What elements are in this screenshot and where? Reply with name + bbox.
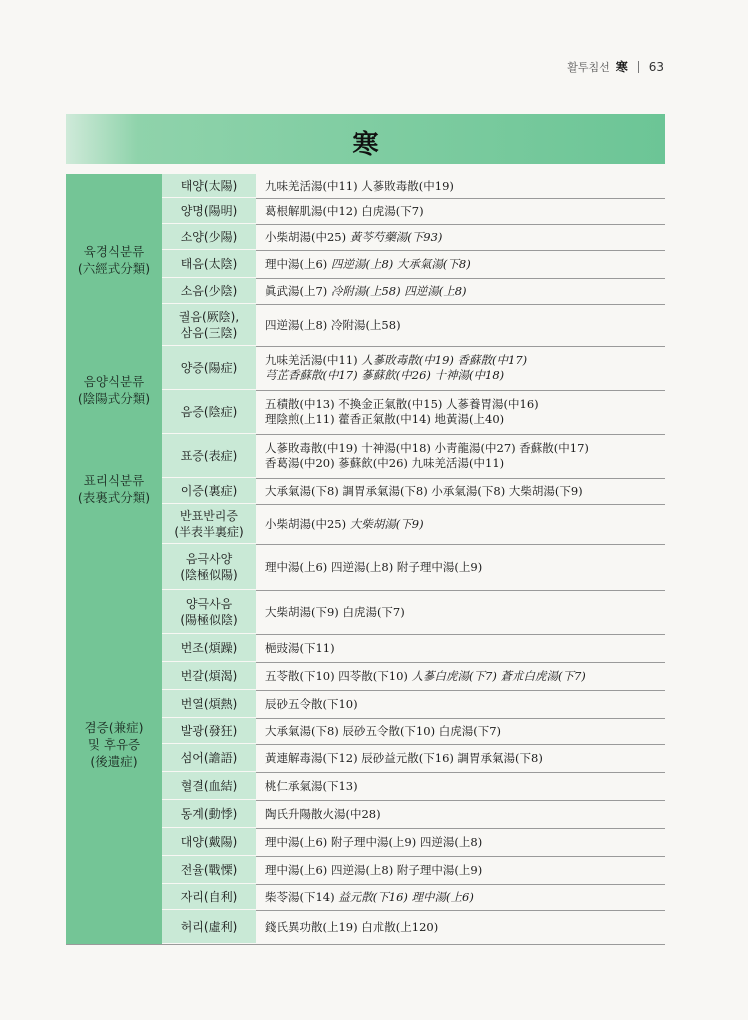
table-row — [162, 390, 665, 435]
prescription-text: 九味羌活湯(中11) — [265, 353, 362, 367]
prescription-text: 桃仁承氣湯(下13) — [265, 778, 358, 793]
prescription-text: 芎芷香蘇散(中17) 蔘蘇飮(中26) 十神湯(中18) — [265, 368, 505, 382]
prescription-list — [256, 690, 665, 718]
prescription-line — [265, 779, 665, 794]
prescription-list — [256, 718, 665, 744]
condition-label — [162, 224, 256, 250]
table-row — [162, 590, 665, 635]
condition-label-text: 양극사음 (陽極似陰) — [180, 596, 238, 627]
prescription-text: 葛根解肌湯(中12) 白虎湯(下7) — [265, 203, 424, 218]
condition-label — [162, 772, 256, 800]
condition-label — [162, 198, 256, 224]
condition-label-text: 번갈(煩渴) — [180, 668, 238, 683]
prescription-text: 理中湯(上6) 附子理中湯(上9) 四逆湯(上8) — [265, 834, 483, 849]
prescription-line — [265, 284, 665, 299]
prescription-line — [265, 441, 665, 456]
prescription-list — [256, 224, 665, 250]
header-divider — [638, 61, 639, 73]
prescription-text: 大承氣湯(下8) 辰砂五令散(下10) 白虎湯(下7) — [265, 723, 501, 738]
table-row — [162, 910, 665, 944]
condition-label — [162, 304, 256, 346]
prescription-text: 辰砂五令散(下10) — [265, 696, 358, 711]
condition-label — [162, 634, 256, 662]
prescription-line — [265, 751, 665, 766]
prescription-text: 柴苓湯(下14) — [265, 889, 339, 904]
prescription-list — [256, 174, 665, 198]
prescription-line — [265, 641, 665, 656]
prescription-text: 大柴胡湯(下9) 白虎湯(下7) — [265, 604, 405, 619]
group-label — [66, 544, 162, 944]
prescription-list — [256, 590, 665, 634]
prescription-text: 陶氏升陽散火湯(中28) — [265, 806, 381, 821]
condition-label-text: 태음(太陰) — [180, 256, 238, 271]
table-row — [162, 504, 665, 545]
prescription-text: 香葛湯(中20) 蔘蘇飮(中26) 九味羌活湯(中11) — [265, 456, 505, 470]
prescription-line — [265, 605, 665, 620]
prescription-text: 益元散(下16) 理中湯(上6) — [338, 889, 474, 904]
condition-label-text: 동계(動悸) — [180, 806, 238, 821]
prescription-list — [256, 772, 665, 800]
prescription-line — [265, 318, 665, 333]
condition-label — [162, 744, 256, 772]
prescription-text: 五苓散(下10) 四苓散(下10) — [265, 668, 412, 683]
section-label: 활투침선 — [567, 60, 610, 74]
prescription-line — [265, 807, 665, 822]
prescription-text: 人蔘白虎湯(下7) 蒼朮白虎湯(下7) — [411, 668, 586, 683]
table-row — [162, 690, 665, 719]
table-row — [162, 224, 665, 251]
prescription-line — [265, 353, 665, 368]
table-row — [162, 744, 665, 773]
condition-label — [162, 800, 256, 828]
table-row — [162, 478, 665, 505]
group-label — [66, 434, 162, 545]
table-row — [162, 662, 665, 691]
condition-label-text: 발광(發狂) — [180, 723, 238, 738]
condition-label — [162, 718, 256, 744]
condition-label — [162, 544, 256, 590]
condition-label-text: 궐음(厥陰), 삼음(三陰) — [178, 309, 240, 340]
prescription-line — [265, 835, 665, 850]
condition-label-text: 번조(煩躁) — [180, 640, 238, 655]
table-row — [162, 718, 665, 745]
condition-label-text: 번열(煩熱) — [180, 696, 238, 711]
condition-label — [162, 390, 256, 434]
prescription-line — [265, 179, 665, 194]
prescription-line — [265, 863, 665, 878]
condition-label-text: 허리(虛利) — [180, 919, 238, 934]
condition-label-text: 양명(陽明) — [180, 203, 238, 218]
condition-label-text: 소양(少陽) — [180, 229, 238, 244]
prescription-text: 理陰煎(上11) 藿香正氣散(中14) 地黃湯(上40) — [265, 412, 505, 426]
prescription-list — [256, 504, 665, 544]
prescription-text: 小柴胡湯(中25) — [265, 229, 350, 244]
table-row — [162, 346, 665, 391]
prescription-line — [265, 204, 665, 219]
condition-label — [162, 278, 256, 304]
page-title: 寒 — [352, 130, 379, 160]
condition-label — [162, 856, 256, 884]
prescription-text: 黃連解毒湯(下12) 辰砂益元散(下16) 調胃承氣湯(下8) — [265, 750, 543, 765]
condition-label — [162, 478, 256, 504]
prescription-line — [265, 368, 665, 383]
prescription-list — [256, 662, 665, 690]
prescription-text: 大承氣湯(下8) 調胃承氣湯(下8) 小承氣湯(下8) 大柴胡湯(下9) — [265, 483, 583, 498]
group-label — [66, 174, 162, 347]
group-label-text: 음양식분류 (陰陽式分類) — [77, 374, 151, 406]
condition-label — [162, 250, 256, 278]
prescription-text: 九味羌活湯(中11) 人蔘敗毒散(中19) — [265, 178, 454, 193]
prescription-list — [256, 910, 665, 944]
condition-label — [162, 884, 256, 910]
condition-label — [162, 434, 256, 478]
condition-label — [162, 174, 256, 198]
condition-label — [162, 828, 256, 856]
prescription-text: 眞武湯(上7) — [265, 283, 331, 298]
prescription-text: 四逆湯(上8) 冷附湯(上58) — [265, 317, 401, 332]
prescription-line — [265, 230, 665, 245]
prescription-list — [256, 544, 665, 590]
table-row — [162, 800, 665, 829]
condition-label-text: 음증(陰症) — [180, 404, 238, 419]
condition-label-text: 섬어(譫語) — [180, 750, 238, 765]
prescription-line — [265, 669, 665, 684]
prescription-text: 冷附湯(上58) 四逆湯(上8) — [330, 283, 467, 298]
prescription-line — [265, 257, 665, 272]
prescription-list — [256, 800, 665, 828]
condition-label — [162, 910, 256, 944]
prescription-text: 人蔘敗毒散(中19) 香蘇散(中17) — [361, 353, 528, 367]
group-label-text: 육경식분류 (六經式分類) — [77, 244, 151, 276]
condition-label-text: 자리(自利) — [180, 889, 238, 904]
table-row — [162, 434, 665, 479]
prescription-text: 錢氏異功散(上19) 白朮散(上120) — [265, 919, 439, 934]
prescription-list — [256, 744, 665, 772]
prescription-text: 理中湯(上6) 四逆湯(上8) 附子理中湯(上9) — [265, 559, 483, 574]
table-row — [162, 304, 665, 347]
page-number: 63 — [648, 59, 664, 74]
prescription-text: 小柴胡湯(中25) — [265, 516, 350, 531]
prescription-line — [265, 397, 665, 412]
prescription-list — [256, 884, 665, 910]
condition-label — [162, 690, 256, 718]
prescription-line — [265, 920, 665, 935]
table-row — [162, 828, 665, 857]
condition-label-text: 소음(少陰) — [180, 283, 238, 298]
prescription-line — [265, 724, 665, 739]
condition-label — [162, 504, 256, 544]
prescription-list — [256, 434, 665, 478]
page-header — [567, 58, 664, 75]
prescription-text: 理中湯(上6) 四逆湯(上8) 附子理中湯(上9) — [265, 862, 483, 877]
prescription-text: 梔豉湯(下11) — [265, 640, 335, 655]
condition-label-text: 이증(裏症) — [180, 483, 238, 498]
table-bottom-rule — [66, 944, 665, 945]
table-row — [162, 634, 665, 663]
title-bar — [66, 114, 665, 164]
condition-label-text: 태양(太陽) — [180, 178, 238, 193]
prescription-text: 黃芩芍藥湯(下93) — [349, 229, 443, 244]
condition-label-text: 혈결(血結) — [180, 778, 238, 793]
group-label — [66, 346, 162, 435]
table-row — [162, 856, 665, 885]
prescription-text: 五積散(中13) 不換金正氣散(中15) 人蔘養胃湯(中16) — [265, 397, 539, 411]
prescription-list — [256, 478, 665, 504]
table-row — [162, 772, 665, 801]
condition-label — [162, 346, 256, 390]
prescription-line — [265, 560, 665, 575]
condition-label-text: 대양(戴陽) — [180, 834, 238, 849]
condition-label — [162, 662, 256, 690]
prescription-line — [265, 456, 665, 471]
prescription-list — [256, 198, 665, 224]
section-char: 寒 — [615, 60, 628, 74]
table-row — [162, 884, 665, 911]
group-label-text: 겸증(兼症) 및 후유증 (後遺症) — [84, 719, 144, 769]
prescription-list — [256, 828, 665, 856]
prescription-list — [256, 250, 665, 278]
table-row — [162, 250, 665, 279]
table-row — [162, 198, 665, 225]
prescription-text: 大柴胡湯(下9) — [349, 516, 424, 531]
prescription-list — [256, 346, 665, 390]
condition-label-text: 전율(戰慄) — [180, 862, 238, 877]
prescription-list — [256, 856, 665, 884]
condition-label-text: 표증(表症) — [180, 448, 238, 463]
prescription-line — [265, 484, 665, 499]
condition-label-text: 양증(陽症) — [180, 360, 238, 375]
prescription-list — [256, 304, 665, 346]
prescription-line — [265, 890, 665, 905]
prescription-text: 理中湯(上6) — [265, 256, 331, 271]
table-row — [162, 174, 665, 199]
table-row — [162, 544, 665, 591]
prescription-list — [256, 390, 665, 434]
condition-label-text: 반표반리증 (半表半裏症) — [174, 508, 244, 539]
prescription-line — [265, 697, 665, 712]
prescription-text: 人蔘敗毒散(中19) 十神湯(中18) 小靑龍湯(中27) 香蘇散(中17) — [265, 441, 589, 455]
prescription-list — [256, 634, 665, 662]
prescription-line — [265, 517, 665, 532]
prescription-line — [265, 412, 665, 427]
condition-label — [162, 590, 256, 634]
group-label-text: 표리식분류 (表裏式分類) — [77, 473, 151, 505]
prescription-text: 四逆湯(上8) 大承氣湯(下8) — [330, 256, 471, 271]
table-row — [162, 278, 665, 305]
condition-label-text: 음극사양 (陰極似陽) — [180, 551, 238, 582]
prescription-list — [256, 278, 665, 304]
